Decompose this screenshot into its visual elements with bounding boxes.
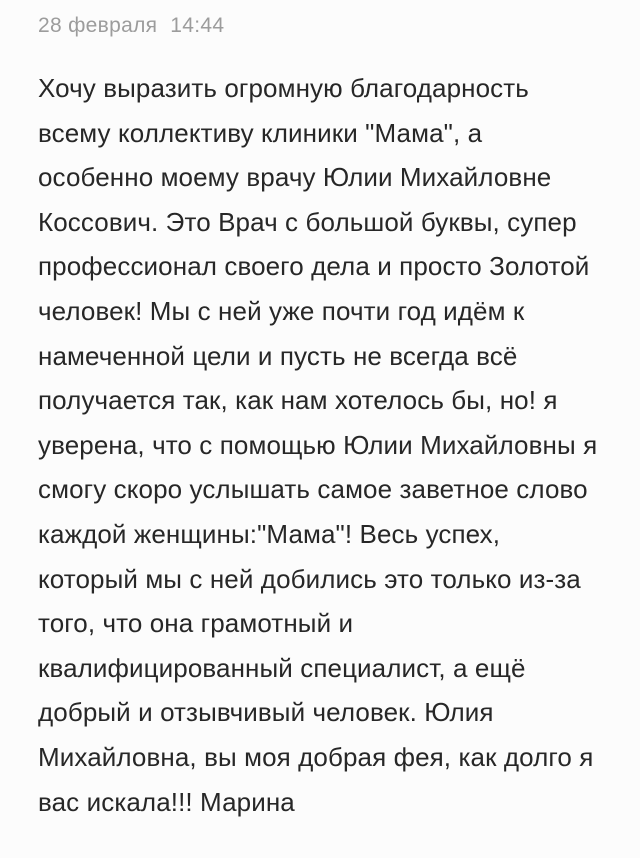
- review-text: [38, 66, 618, 824]
- review-line: Коссович. Это Врач с большой буквы, супер: [38, 206, 577, 237]
- review-line: получается так, как нам хотелось бы, но! я: [38, 385, 558, 416]
- review-line: вас искала!!! Марина: [38, 786, 295, 817]
- message-time: 14:44: [170, 14, 225, 37]
- review-line: Михайловна, вы моя добрая фея, как долго я: [38, 741, 594, 772]
- review-line: профессионал своего дела и просто Золотой: [38, 251, 590, 282]
- review-line: смогу скоро услышать самое заветное слово: [38, 474, 588, 505]
- review-line: особенно моему врачу Юлии Михайловне: [38, 162, 552, 193]
- review-line: который мы с ней добились это только из-за: [38, 563, 581, 594]
- review-line: уверена, что с помощью Юлии Михайловны я: [38, 429, 598, 460]
- review-line: добрый и отзывчивый человек. Юлия: [38, 697, 494, 728]
- message-date: 28 февраля: [38, 14, 158, 37]
- message-timestamp: [38, 13, 224, 39]
- review-line: человек! Мы с ней уже почти год идём к: [38, 295, 525, 326]
- review-line: намеченной цели и пусть не всегда всё: [38, 340, 518, 371]
- review-line: Хочу выразить огромную благодарность: [38, 73, 529, 103]
- review-line: всему коллективу клиники "Мама", а: [38, 117, 483, 148]
- review-line: того, что она грамотный и: [38, 608, 354, 639]
- review-line: каждой женщины:"Мама"! Весь успех,: [38, 518, 501, 549]
- review-line: квалифицированный специалист, а ещё: [38, 652, 526, 683]
